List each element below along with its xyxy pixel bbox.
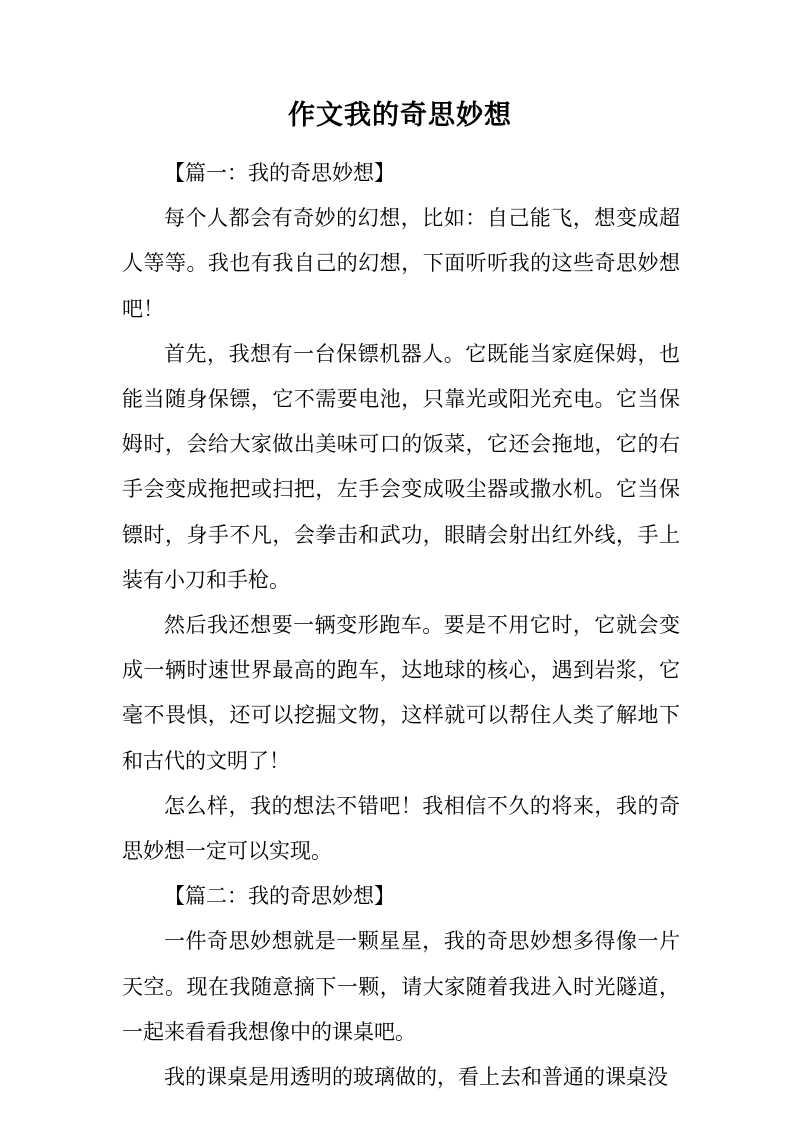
document-body — [122, 151, 680, 1100]
section-heading-1: 【篇一：我的奇思妙想】 — [164, 161, 395, 185]
paragraph-4: 怎么样，我的想法不错吧！我相信不久的将来，我的奇思妙想一定可以实现。 — [122, 793, 680, 864]
paragraph-3: 然后我还想要一辆变形跑车。要是不用它时，它就会变成一辆时速世界最高的跑车，达地球的核心，遇到岩浆，它毫不畏惧，还可以挖掘文物，这样就可以帮住人类了解地下和古代的文明了！ — [122, 613, 680, 773]
paragraph-2: 首先，我想有一台保镖机器人。它既能当家庭保姆，也能当随身保镖，它不需要电池，只靠光或阳光充电。它当保姆时，会给大家做出美味可口的饭菜，它还会拖地，它的右手会变成拖把或扫把，左手会变成吸尘器或撒水机。它当保镖时，身手不凡，会拳击和武功，眼睛会射出红外线，手上装有小刀和手枪。 — [122, 341, 680, 592]
paragraph-6: 我的课桌是用透明的玻璃做的，看上去和普通的课桌没 — [164, 1065, 668, 1090]
document-title: 作文我的奇思妙想 — [288, 100, 512, 131]
paragraph-5: 一件奇思妙想就是一颗星星，我的奇思妙想多得像一片天空。现在我随意摘下一颗，请大家随着我进入时光隧道，一起来看看我想像中的课桌吧。 — [122, 929, 680, 1044]
section-heading-2: 【篇二：我的奇思妙想】 — [164, 884, 395, 909]
paragraph-1: 每个人都会有奇妙的幻想，比如：自己能飞，想变成超人等等。我也有我自己的幻想，下面听听我的这些奇思妙想吧！ — [122, 206, 680, 321]
